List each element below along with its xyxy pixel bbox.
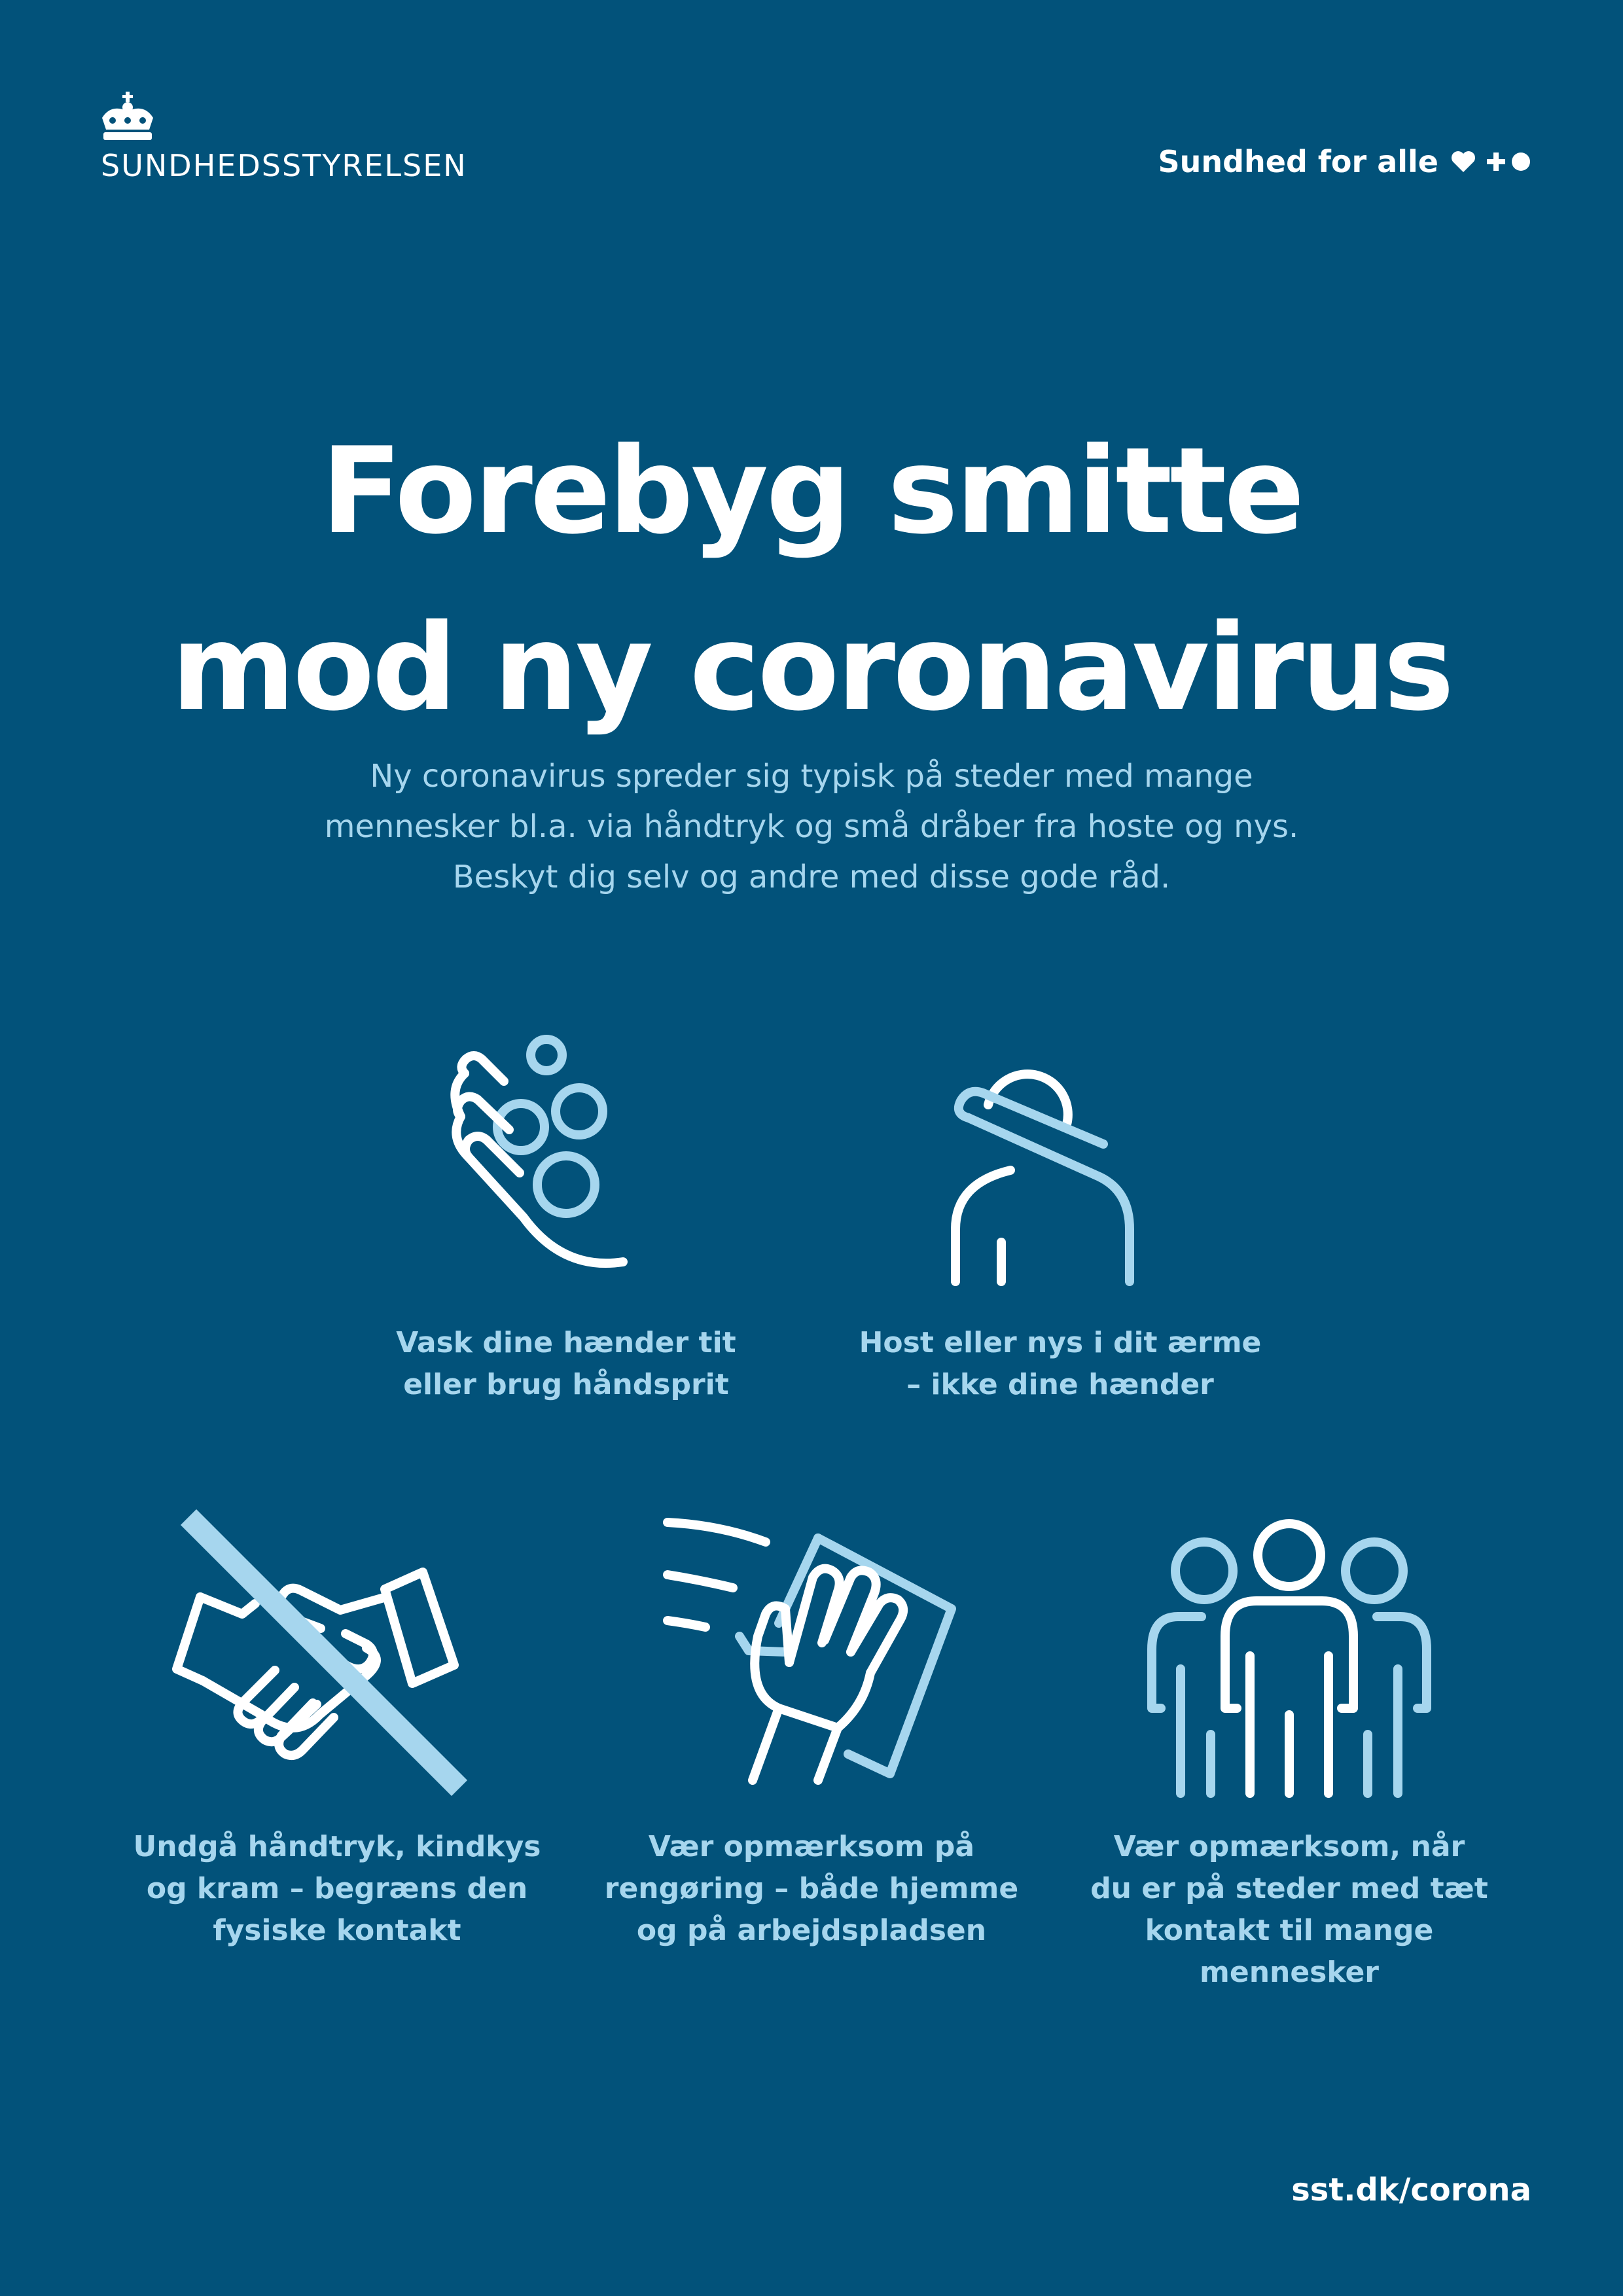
tip-label-line: Undgå håndtryk, kindkys <box>133 1830 541 1863</box>
footer-url[interactable]: sst.dk/corona <box>1291 2172 1531 2208</box>
tip-label-line: og kram – begræns den <box>146 1872 528 1905</box>
tip-no-handshake-label <box>124 1826 550 1952</box>
headline <box>0 403 1623 756</box>
cleaning-icon <box>661 1512 975 1806</box>
sundhedsstyrelsen-logo <box>98 92 465 183</box>
tip-cough-sleeve <box>851 1021 1270 1427</box>
tip-label-line: kontakt til mange mennesker <box>1145 1914 1434 1989</box>
tip-label-line: og på arbejdspladsen <box>636 1914 987 1947</box>
tip-cleaning-label <box>596 1826 1027 1952</box>
tip-label-line: rengøring – både hjemme <box>604 1872 1019 1905</box>
tip-label-line: Vær opmærksom på <box>648 1830 975 1863</box>
tip-cough-sleeve-label <box>851 1322 1270 1406</box>
heart-icon <box>1452 151 1475 172</box>
tip-crowd-label <box>1060 1826 1518 1994</box>
tip-label-line: fysiske kontakt <box>213 1914 461 1947</box>
intro-text <box>196 751 1427 903</box>
intro-line-3: Beskyt dig selv og andre med disse gode råd. <box>452 859 1171 895</box>
tip-cleaning <box>596 1512 1027 1977</box>
intro-line-1: Ny coronavirus spreder sig typisk på steder med mange <box>370 758 1253 795</box>
circle-icon <box>1512 152 1530 171</box>
tip-label-line: Host eller nys i dit ærme <box>859 1326 1262 1359</box>
tip-label-line: eller brug håndsprit <box>403 1368 729 1401</box>
tip-label-line: – ikke dine hænder <box>906 1368 1214 1401</box>
no-handshake-icon <box>170 1518 510 1806</box>
tip-label-line: Vask dine hænder tit <box>396 1326 736 1359</box>
tip-hand-washing-label <box>366 1322 766 1406</box>
crowd-icon <box>1139 1518 1440 1806</box>
intro-line-2: mennesker bl.a. via håndtryk og små dråber fra hoste og nys. <box>324 808 1299 845</box>
tip-hand-washing <box>366 1021 766 1427</box>
tip-crowd <box>1060 1512 1518 1989</box>
headline-line-2: mod ny coronavirus <box>171 598 1452 737</box>
tip-label-line: du er på steder med tæt <box>1090 1872 1488 1905</box>
hand-washing-icon <box>452 1021 674 1296</box>
cough-into-sleeve-icon <box>949 1033 1171 1295</box>
tagline-text: Sundhed for alle <box>1158 144 1438 179</box>
tip-label-line: Vær opmærksom, når <box>1113 1830 1465 1863</box>
tagline-symbols <box>1450 149 1531 175</box>
headline-line-1: Forebyg smitte <box>321 422 1302 560</box>
tip-no-handshake <box>124 1518 550 1977</box>
logo-wordmark: SUNDHEDSSTYRELSEN <box>101 148 467 183</box>
tagline <box>1158 144 1531 179</box>
plus-icon <box>1487 152 1505 171</box>
crown-icon <box>98 92 157 141</box>
